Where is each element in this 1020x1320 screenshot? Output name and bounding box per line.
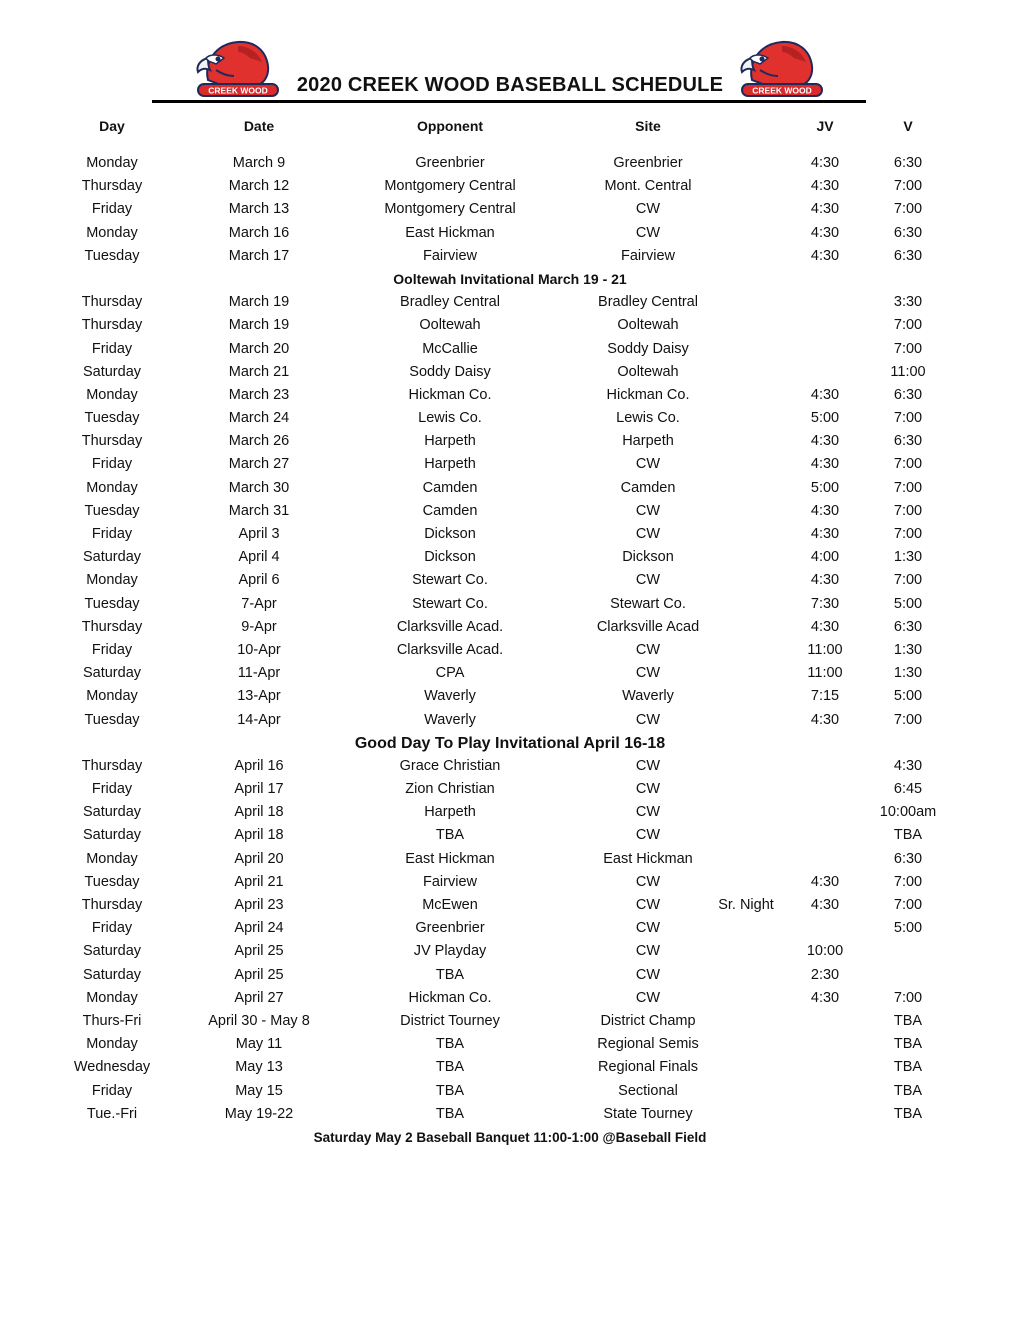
opponent-cell: TBA	[435, 827, 465, 844]
opponent-cell: JV Playday	[413, 943, 487, 960]
date-cell: April 6	[238, 572, 280, 589]
column-header-day: Day	[99, 118, 125, 134]
varsity-time-cell: 5:00	[893, 920, 923, 937]
date-cell: March 27	[228, 456, 290, 473]
table-row	[0, 1010, 1020, 1033]
varsity-time-cell: 4:30	[893, 757, 923, 774]
date-cell: April 18	[234, 804, 284, 821]
day-cell: Friday	[91, 781, 133, 798]
jv-time-cell: 11:00	[807, 665, 843, 682]
site-cell: CW	[635, 456, 661, 473]
varsity-time-cell: 6:30	[893, 224, 923, 241]
table-row	[0, 222, 1020, 245]
varsity-time-cell: 1:30	[893, 549, 923, 566]
table-row	[0, 709, 1020, 732]
opponent-cell: TBA	[435, 1082, 465, 1099]
varsity-time-cell: 7:00	[893, 526, 923, 542]
opponent-cell: Soddy Daisy	[409, 363, 491, 380]
date-cell: 7-Apr	[241, 595, 277, 612]
jv-time-cell: 4:30	[810, 201, 840, 218]
varsity-time-cell: 11:00	[890, 363, 926, 380]
site-cell: Hickman Co.	[606, 386, 690, 403]
day-cell: Friday	[91, 201, 133, 218]
jv-time-cell: 7:15	[810, 688, 840, 705]
varsity-time-cell: 7:00	[893, 340, 923, 357]
site-cell: CW	[635, 757, 661, 774]
site-cell: Ooltewah	[617, 317, 679, 334]
opponent-cell: Harpeth	[424, 433, 476, 450]
jv-time-cell: 11:00	[807, 641, 843, 658]
date-cell: 13-Apr	[237, 688, 281, 705]
opponent-cell: Montgomery Central	[384, 201, 516, 218]
column-header-date: Date	[243, 118, 275, 134]
jv-time-cell: 4:30	[810, 897, 840, 913]
day-cell: Saturday	[82, 827, 142, 844]
opponent-cell: Fairview	[423, 247, 477, 264]
table-row	[0, 639, 1020, 662]
table-row	[0, 152, 1020, 175]
jv-time-cell: 4:30	[810, 178, 840, 195]
varsity-time-cell: 6:45	[893, 781, 923, 798]
date-cell: March 9	[232, 155, 286, 171]
table-row	[0, 685, 1020, 708]
site-cell: Waverly	[622, 688, 674, 705]
day-cell: Tuesday	[84, 711, 140, 728]
varsity-time-cell: 6:30	[893, 247, 923, 264]
banquet-note: Saturday May 2 Baseball Banquet 11:00-1:00 @Baseball Field	[313, 1129, 707, 1145]
varsity-time-cell: 7:00	[893, 572, 923, 589]
site-cell: CW	[635, 989, 661, 1006]
day-cell: Tuesday	[84, 595, 140, 612]
table-row	[0, 1056, 1020, 1079]
table-row	[0, 662, 1020, 685]
site-cell: Bradley Central	[598, 294, 698, 311]
note-cell: Sr. Night	[718, 897, 774, 913]
table-row	[0, 245, 1020, 268]
varsity-time-cell: 7:00	[893, 456, 923, 473]
jv-time-cell: 4:00	[810, 549, 840, 566]
date-cell: March 13	[228, 201, 290, 218]
day-cell: Thurs-Fri	[82, 1012, 142, 1029]
opponent-cell: Stewart Co.	[412, 595, 488, 612]
site-cell: CW	[635, 641, 661, 658]
date-cell: 9-Apr	[241, 618, 277, 635]
day-cell: Saturday	[82, 665, 142, 682]
jv-time-cell: 7:30	[810, 595, 840, 612]
table-row	[0, 778, 1020, 801]
table-row	[0, 964, 1020, 987]
day-cell: Monday	[86, 572, 138, 589]
opponent-cell: Camden	[422, 479, 478, 496]
day-cell: Monday	[86, 479, 138, 496]
date-cell: March 16	[228, 224, 290, 241]
table-row	[0, 430, 1020, 453]
schedule-table	[0, 152, 1020, 1149]
jv-time-cell: 4:30	[810, 247, 840, 264]
date-cell: April 25	[234, 943, 284, 960]
jv-time-cell: 5:00	[810, 410, 840, 427]
date-cell: 11-Apr	[237, 665, 281, 682]
day-cell: Thursday	[81, 618, 143, 635]
day-cell: Friday	[91, 641, 133, 658]
day-cell: Saturday	[82, 363, 142, 380]
opponent-cell: Clarksville Acad.	[396, 641, 504, 658]
site-cell: Sectional	[618, 1082, 678, 1099]
table-row	[0, 940, 1020, 963]
table-row	[0, 291, 1020, 314]
opponent-cell: TBA	[435, 1036, 465, 1053]
day-cell: Thursday	[81, 178, 143, 195]
site-cell: Regional Finals	[598, 1059, 698, 1076]
varsity-time-cell: 7:00	[893, 479, 923, 496]
varsity-time-cell: 1:30	[893, 665, 923, 682]
day-cell: Monday	[86, 989, 138, 1006]
day-cell: Thursday	[81, 294, 143, 311]
jv-time-cell: 4:30	[810, 224, 840, 241]
date-cell: May 19-22	[224, 1105, 294, 1122]
day-cell: Saturday	[82, 943, 142, 960]
date-cell: March 21	[228, 363, 290, 380]
site-cell: CW	[635, 943, 661, 960]
table-row	[0, 523, 1020, 546]
opponent-cell: East Hickman	[405, 224, 495, 241]
table-row	[0, 407, 1020, 430]
date-cell: April 18	[234, 827, 284, 844]
site-cell: CW	[635, 966, 661, 983]
varsity-time-cell: 7:00	[893, 502, 923, 519]
day-cell: Wednesday	[73, 1059, 151, 1076]
jv-time-cell: 4:30	[810, 456, 840, 473]
day-cell: Friday	[91, 920, 133, 937]
day-cell: Thursday	[81, 757, 143, 774]
varsity-time-cell: 6:30	[893, 386, 923, 403]
table-row	[0, 848, 1020, 871]
date-cell: May 11	[235, 1036, 283, 1053]
table-row	[0, 546, 1020, 569]
site-cell: CW	[635, 827, 661, 844]
day-cell: Thursday	[81, 433, 143, 450]
site-cell: Greenbrier	[613, 155, 683, 171]
table-row	[0, 1033, 1020, 1056]
site-cell: CW	[635, 502, 661, 519]
day-cell: Saturday	[82, 966, 142, 983]
date-cell: April 16	[234, 757, 284, 774]
opponent-cell: TBA	[435, 1105, 465, 1122]
date-cell: 14-Apr	[237, 711, 281, 728]
table-row	[0, 338, 1020, 361]
column-header-v: V	[903, 118, 913, 134]
table-row	[0, 894, 1020, 917]
varsity-time-cell: 10:00am	[879, 804, 937, 821]
varsity-time-cell: 7:00	[893, 873, 923, 890]
opponent-cell: Camden	[422, 502, 478, 519]
date-cell: April 25	[234, 966, 284, 983]
table-row	[0, 987, 1020, 1010]
varsity-time-cell: TBA	[893, 1105, 923, 1122]
opponent-cell: Stewart Co.	[412, 572, 488, 589]
day-cell: Tuesday	[84, 247, 140, 264]
day-cell: Monday	[86, 386, 138, 403]
opponent-cell: Dickson	[424, 526, 476, 542]
jv-time-cell: 2:30	[810, 966, 840, 983]
date-cell: April 20	[234, 850, 284, 867]
day-cell: Friday	[91, 340, 133, 357]
site-cell: CW	[635, 897, 661, 913]
varsity-time-cell: 5:00	[893, 595, 923, 612]
day-cell: Tuesday	[84, 410, 140, 427]
opponent-cell: Dickson	[424, 549, 476, 566]
site-cell: Clarksville Acad	[596, 618, 700, 635]
opponent-cell: Greenbrier	[415, 920, 485, 937]
opponent-cell: Hickman Co.	[408, 386, 492, 403]
column-header-jv: JV	[816, 118, 834, 134]
site-cell: CW	[635, 224, 661, 241]
opponent-cell: Ooltewah	[419, 317, 481, 334]
site-cell: Regional Semis	[597, 1036, 699, 1053]
jv-time-cell: 4:30	[810, 526, 840, 542]
day-cell: Saturday	[82, 804, 142, 821]
site-cell: CW	[635, 201, 661, 218]
date-cell: March 19	[228, 317, 290, 334]
column-header-site: Site	[635, 118, 661, 134]
opponent-cell: District Tourney	[400, 1012, 500, 1029]
day-cell: Friday	[91, 456, 133, 473]
opponent-cell: Harpeth	[424, 456, 476, 473]
day-cell: Monday	[86, 224, 138, 241]
site-cell: CW	[635, 873, 661, 890]
table-row	[0, 477, 1020, 500]
site-cell: State Tourney	[603, 1105, 693, 1122]
jv-time-cell: 4:30	[810, 386, 840, 403]
date-cell: March 30	[228, 479, 290, 496]
site-cell: CW	[635, 920, 661, 937]
varsity-time-cell: TBA	[893, 1012, 923, 1029]
varsity-time-cell: TBA	[893, 1082, 923, 1099]
site-cell: Ooltewah	[617, 363, 679, 380]
opponent-cell: Grace Christian	[399, 757, 501, 774]
opponent-cell: Greenbrier	[415, 155, 485, 171]
varsity-time-cell: TBA	[893, 1059, 923, 1076]
site-cell: Soddy Daisy	[607, 340, 689, 357]
table-row	[0, 1103, 1020, 1126]
date-cell: March 17	[228, 247, 290, 264]
day-cell: Tue.-Fri	[86, 1105, 138, 1122]
table-row	[0, 1080, 1020, 1103]
opponent-cell: Lewis Co.	[418, 410, 482, 427]
opponent-cell: Waverly	[424, 688, 476, 705]
day-cell: Saturday	[82, 549, 142, 566]
jv-time-cell: 4:30	[810, 989, 840, 1006]
page-title: 2020 CREEK WOOD BASEBALL SCHEDULE	[296, 74, 724, 96]
site-cell: District Champ	[600, 1012, 696, 1029]
date-cell: April 4	[238, 549, 280, 566]
varsity-time-cell: 3:30	[893, 294, 923, 311]
table-row	[0, 871, 1020, 894]
jv-time-cell: 4:30	[810, 873, 840, 890]
column-header-opponent: Opponent	[416, 118, 484, 134]
opponent-cell: Harpeth	[424, 804, 476, 821]
opponent-cell: Waverly	[424, 711, 476, 728]
date-cell: March 20	[228, 340, 290, 357]
title-underline	[152, 100, 866, 103]
date-cell: March 12	[228, 178, 290, 195]
table-row	[0, 917, 1020, 940]
varsity-time-cell: 6:30	[893, 618, 923, 635]
day-cell: Monday	[86, 1036, 138, 1053]
day-cell: Monday	[86, 850, 138, 867]
site-cell: CW	[635, 711, 661, 728]
logo-text: CREEK WOOD	[208, 85, 268, 96]
table-row	[0, 175, 1020, 198]
varsity-time-cell: 6:30	[893, 433, 923, 450]
column-header-row	[0, 118, 1020, 138]
jv-time-cell: 4:30	[810, 155, 840, 171]
date-cell: April 27	[234, 989, 284, 1006]
opponent-cell: McCallie	[422, 340, 478, 357]
jv-time-cell: 10:00	[806, 943, 844, 960]
date-cell: March 31	[228, 502, 290, 519]
date-cell: March 23	[228, 386, 290, 403]
day-cell: Thursday	[81, 897, 143, 913]
opponent-cell: Montgomery Central	[384, 178, 516, 195]
varsity-time-cell: 7:00	[893, 178, 923, 195]
opponent-cell: TBA	[435, 1059, 465, 1076]
varsity-time-cell: 5:00	[893, 688, 923, 705]
site-cell: CW	[635, 781, 661, 798]
date-cell: 10-Apr	[237, 641, 281, 658]
site-cell: East Hickman	[603, 850, 693, 867]
table-row	[0, 453, 1020, 476]
table-row	[0, 569, 1020, 592]
site-cell: Harpeth	[622, 433, 674, 450]
table-row	[0, 824, 1020, 847]
table-row	[0, 198, 1020, 221]
section-heading: Ooltewah Invitational March 19 - 21	[393, 270, 627, 287]
site-cell: Stewart Co.	[610, 595, 686, 612]
varsity-time-cell: 6:30	[893, 850, 923, 867]
opponent-cell: Bradley Central	[400, 294, 500, 311]
jv-time-cell: 5:00	[810, 479, 840, 496]
logo-text: CREEK WOOD	[752, 85, 812, 96]
site-cell: Mont. Central	[604, 178, 692, 195]
site-cell: Camden	[620, 479, 676, 496]
day-cell: Thursday	[81, 317, 143, 334]
varsity-time-cell: 7:00	[893, 410, 923, 427]
date-cell: May 13	[235, 1059, 283, 1076]
date-cell: April 3	[238, 526, 280, 542]
date-cell: April 23	[234, 897, 284, 913]
opponent-cell: Clarksville Acad.	[396, 618, 504, 635]
section-heading: Good Day To Play Invitational April 16-18	[354, 734, 666, 752]
varsity-time-cell: 7:00	[893, 711, 923, 728]
varsity-time-cell: TBA	[893, 827, 923, 844]
site-cell: CW	[635, 572, 661, 589]
day-cell: Friday	[91, 1082, 133, 1099]
jv-time-cell: 4:30	[810, 618, 840, 635]
date-cell: May 15	[235, 1082, 283, 1099]
table-row	[0, 500, 1020, 523]
opponent-cell: McEwen	[422, 897, 478, 913]
jv-time-cell: 4:30	[810, 711, 840, 728]
date-cell: March 19	[228, 294, 290, 311]
day-cell: Tuesday	[84, 502, 140, 519]
opponent-cell: TBA	[435, 966, 465, 983]
date-cell: April 24	[234, 920, 284, 937]
date-cell: April 21	[234, 873, 284, 890]
varsity-time-cell: 1:30	[893, 641, 923, 658]
site-cell: CW	[635, 804, 661, 821]
opponent-cell: Fairview	[423, 873, 477, 890]
site-cell: Dickson	[622, 549, 674, 566]
varsity-time-cell: 6:30	[893, 155, 923, 171]
opponent-cell: East Hickman	[405, 850, 495, 867]
table-row	[0, 593, 1020, 616]
date-cell: March 24	[228, 410, 290, 427]
varsity-time-cell: TBA	[893, 1036, 923, 1053]
date-cell: March 26	[228, 433, 290, 450]
table-row	[0, 801, 1020, 824]
date-cell: April 30 - May 8	[208, 1012, 310, 1029]
day-cell: Monday	[86, 688, 138, 705]
table-row	[0, 384, 1020, 407]
table-row	[0, 755, 1020, 778]
varsity-time-cell: 7:00	[893, 897, 923, 913]
opponent-cell: Hickman Co.	[408, 989, 492, 1006]
site-cell: Fairview	[621, 247, 675, 264]
day-cell: Tuesday	[84, 873, 140, 890]
table-row	[0, 616, 1020, 639]
site-cell: CW	[635, 665, 661, 682]
table-row	[0, 314, 1020, 337]
date-cell: April 17	[234, 781, 284, 798]
varsity-time-cell: 7:00	[893, 201, 923, 218]
opponent-cell: CPA	[435, 665, 465, 682]
jv-time-cell: 4:30	[810, 572, 840, 589]
varsity-time-cell: 7:00	[893, 989, 923, 1006]
site-cell: CW	[635, 526, 661, 542]
site-cell: Lewis Co.	[616, 410, 680, 427]
varsity-time-cell: 7:00	[893, 317, 923, 334]
table-row	[0, 361, 1020, 384]
jv-time-cell: 4:30	[810, 502, 840, 519]
opponent-cell: Zion Christian	[405, 781, 495, 798]
jv-time-cell: 4:30	[810, 433, 840, 450]
day-cell: Friday	[91, 526, 133, 542]
day-cell: Monday	[86, 155, 138, 171]
